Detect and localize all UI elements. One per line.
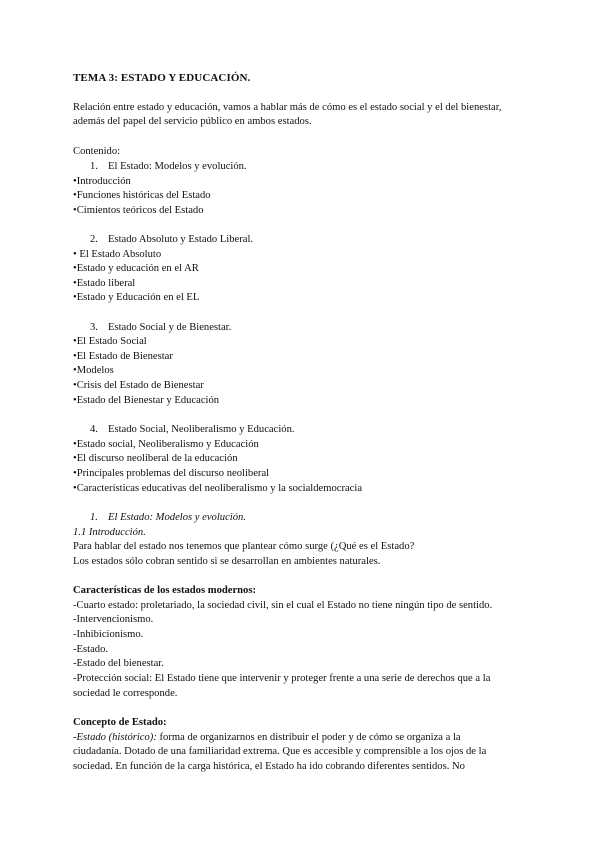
subsection-1-1-heading: 1.1 Introducción. bbox=[73, 527, 146, 538]
concepto-line-1 bbox=[73, 731, 461, 745]
toc-number: 4. bbox=[90, 424, 98, 435]
toc-heading-1 bbox=[90, 160, 247, 174]
intro-line-1: Relación entre estado y educación, vamos a hablar más de cómo es el estado social y el del bienestar, bbox=[73, 102, 502, 113]
caracteristica-item: -Intervencionismo. bbox=[73, 614, 154, 625]
section-heading-text: El Estado: Modelos y evolución. bbox=[108, 512, 246, 523]
toc-heading-text: El Estado: Modelos y evolución. bbox=[108, 161, 247, 172]
caracteristica-item: sociedad le corresponde. bbox=[73, 688, 178, 699]
toc-item: •Principales problemas del discurso neoliberal bbox=[73, 468, 270, 479]
toc-item: •Estado liberal bbox=[73, 278, 136, 289]
section-1-heading bbox=[90, 511, 246, 525]
caracteristicas-heading: Características de los estados modernos: bbox=[73, 585, 257, 596]
caracteristica-item: -Inhibicionismo. bbox=[73, 629, 144, 640]
concepto-line-2: ciudadanía. Dotado de una familiaridad extrema. Que es accesible y comprensible a los ojos de la bbox=[73, 746, 487, 757]
caracteristica-item: -Estado. bbox=[73, 644, 109, 655]
toc-item: •Estado y Educación en el EL bbox=[73, 292, 200, 303]
concepto-line-3: sociedad. En función de la carga histórica, el Estado ha ido cobrando diferentes sentidos. No bbox=[73, 761, 465, 772]
toc-item: •Estado del Bienestar y Educación bbox=[73, 395, 220, 406]
document-title: TEMA 3: ESTADO Y EDUCACIÓN. bbox=[73, 72, 251, 84]
paragraph-line: Los estados sólo cobran sentido si se desarrollan en ambientes naturales. bbox=[73, 556, 381, 567]
caracteristica-item: -Estado del bienestar. bbox=[73, 658, 164, 669]
contenido-label: Contenido: bbox=[73, 146, 121, 157]
caracteristica-item: -Cuarto estado: proletariado, la sociedad civil, sin el cual el Estado no tiene ningún tipo de sentido. bbox=[73, 600, 493, 611]
toc-heading-text: Estado Social, Neoliberalismo y Educación. bbox=[108, 424, 295, 435]
toc-item: •Introducción bbox=[73, 176, 131, 187]
concepto-term: -Estado (histórico): bbox=[73, 732, 157, 743]
paragraph-line: Para hablar del estado nos tenemos que plantear cómo surge (¿Qué es el Estado? bbox=[73, 541, 415, 552]
toc-item: •Estado social, Neoliberalismo y Educación bbox=[73, 439, 259, 450]
toc-item: • El Estado Absoluto bbox=[73, 249, 162, 260]
toc-item: •El Estado de Bienestar bbox=[73, 351, 173, 362]
toc-heading-3 bbox=[90, 321, 231, 335]
toc-item: •Características educativas del neoliberalismo y la socialdemocracia bbox=[73, 483, 363, 494]
toc-number: 3. bbox=[90, 322, 98, 333]
toc-item: •Crisis del Estado de Bienestar bbox=[73, 380, 204, 391]
toc-heading-text: Estado Absoluto y Estado Liberal. bbox=[108, 234, 254, 245]
toc-item: •Estado y educación en el AR bbox=[73, 263, 199, 274]
intro-line-2: además del papel del servicio público en ambos estados. bbox=[73, 116, 312, 127]
toc-item: •Cimientos teóricos del Estado bbox=[73, 205, 204, 216]
concepto-text: forma de organizarnos en distribuir el poder y de cómo se organiza a la bbox=[156, 732, 461, 743]
section-number: 1. bbox=[90, 512, 98, 523]
toc-item: •Modelos bbox=[73, 365, 114, 376]
toc-heading-2 bbox=[90, 233, 253, 247]
toc-item: •El Estado Social bbox=[73, 336, 147, 347]
caracteristica-item: -Protección social: El Estado tiene que intervenir y proteger frente a una serie de derechos que a la bbox=[73, 673, 491, 684]
toc-number: 1. bbox=[90, 161, 98, 172]
concepto-heading: Concepto de Estado: bbox=[73, 717, 167, 728]
toc-item: •Funciones históricas del Estado bbox=[73, 190, 211, 201]
toc-item: •El discurso neoliberal de la educación bbox=[73, 453, 238, 464]
toc-heading-4 bbox=[90, 423, 295, 437]
toc-number: 2. bbox=[90, 234, 98, 245]
toc-heading-text: Estado Social y de Bienestar. bbox=[108, 322, 232, 333]
